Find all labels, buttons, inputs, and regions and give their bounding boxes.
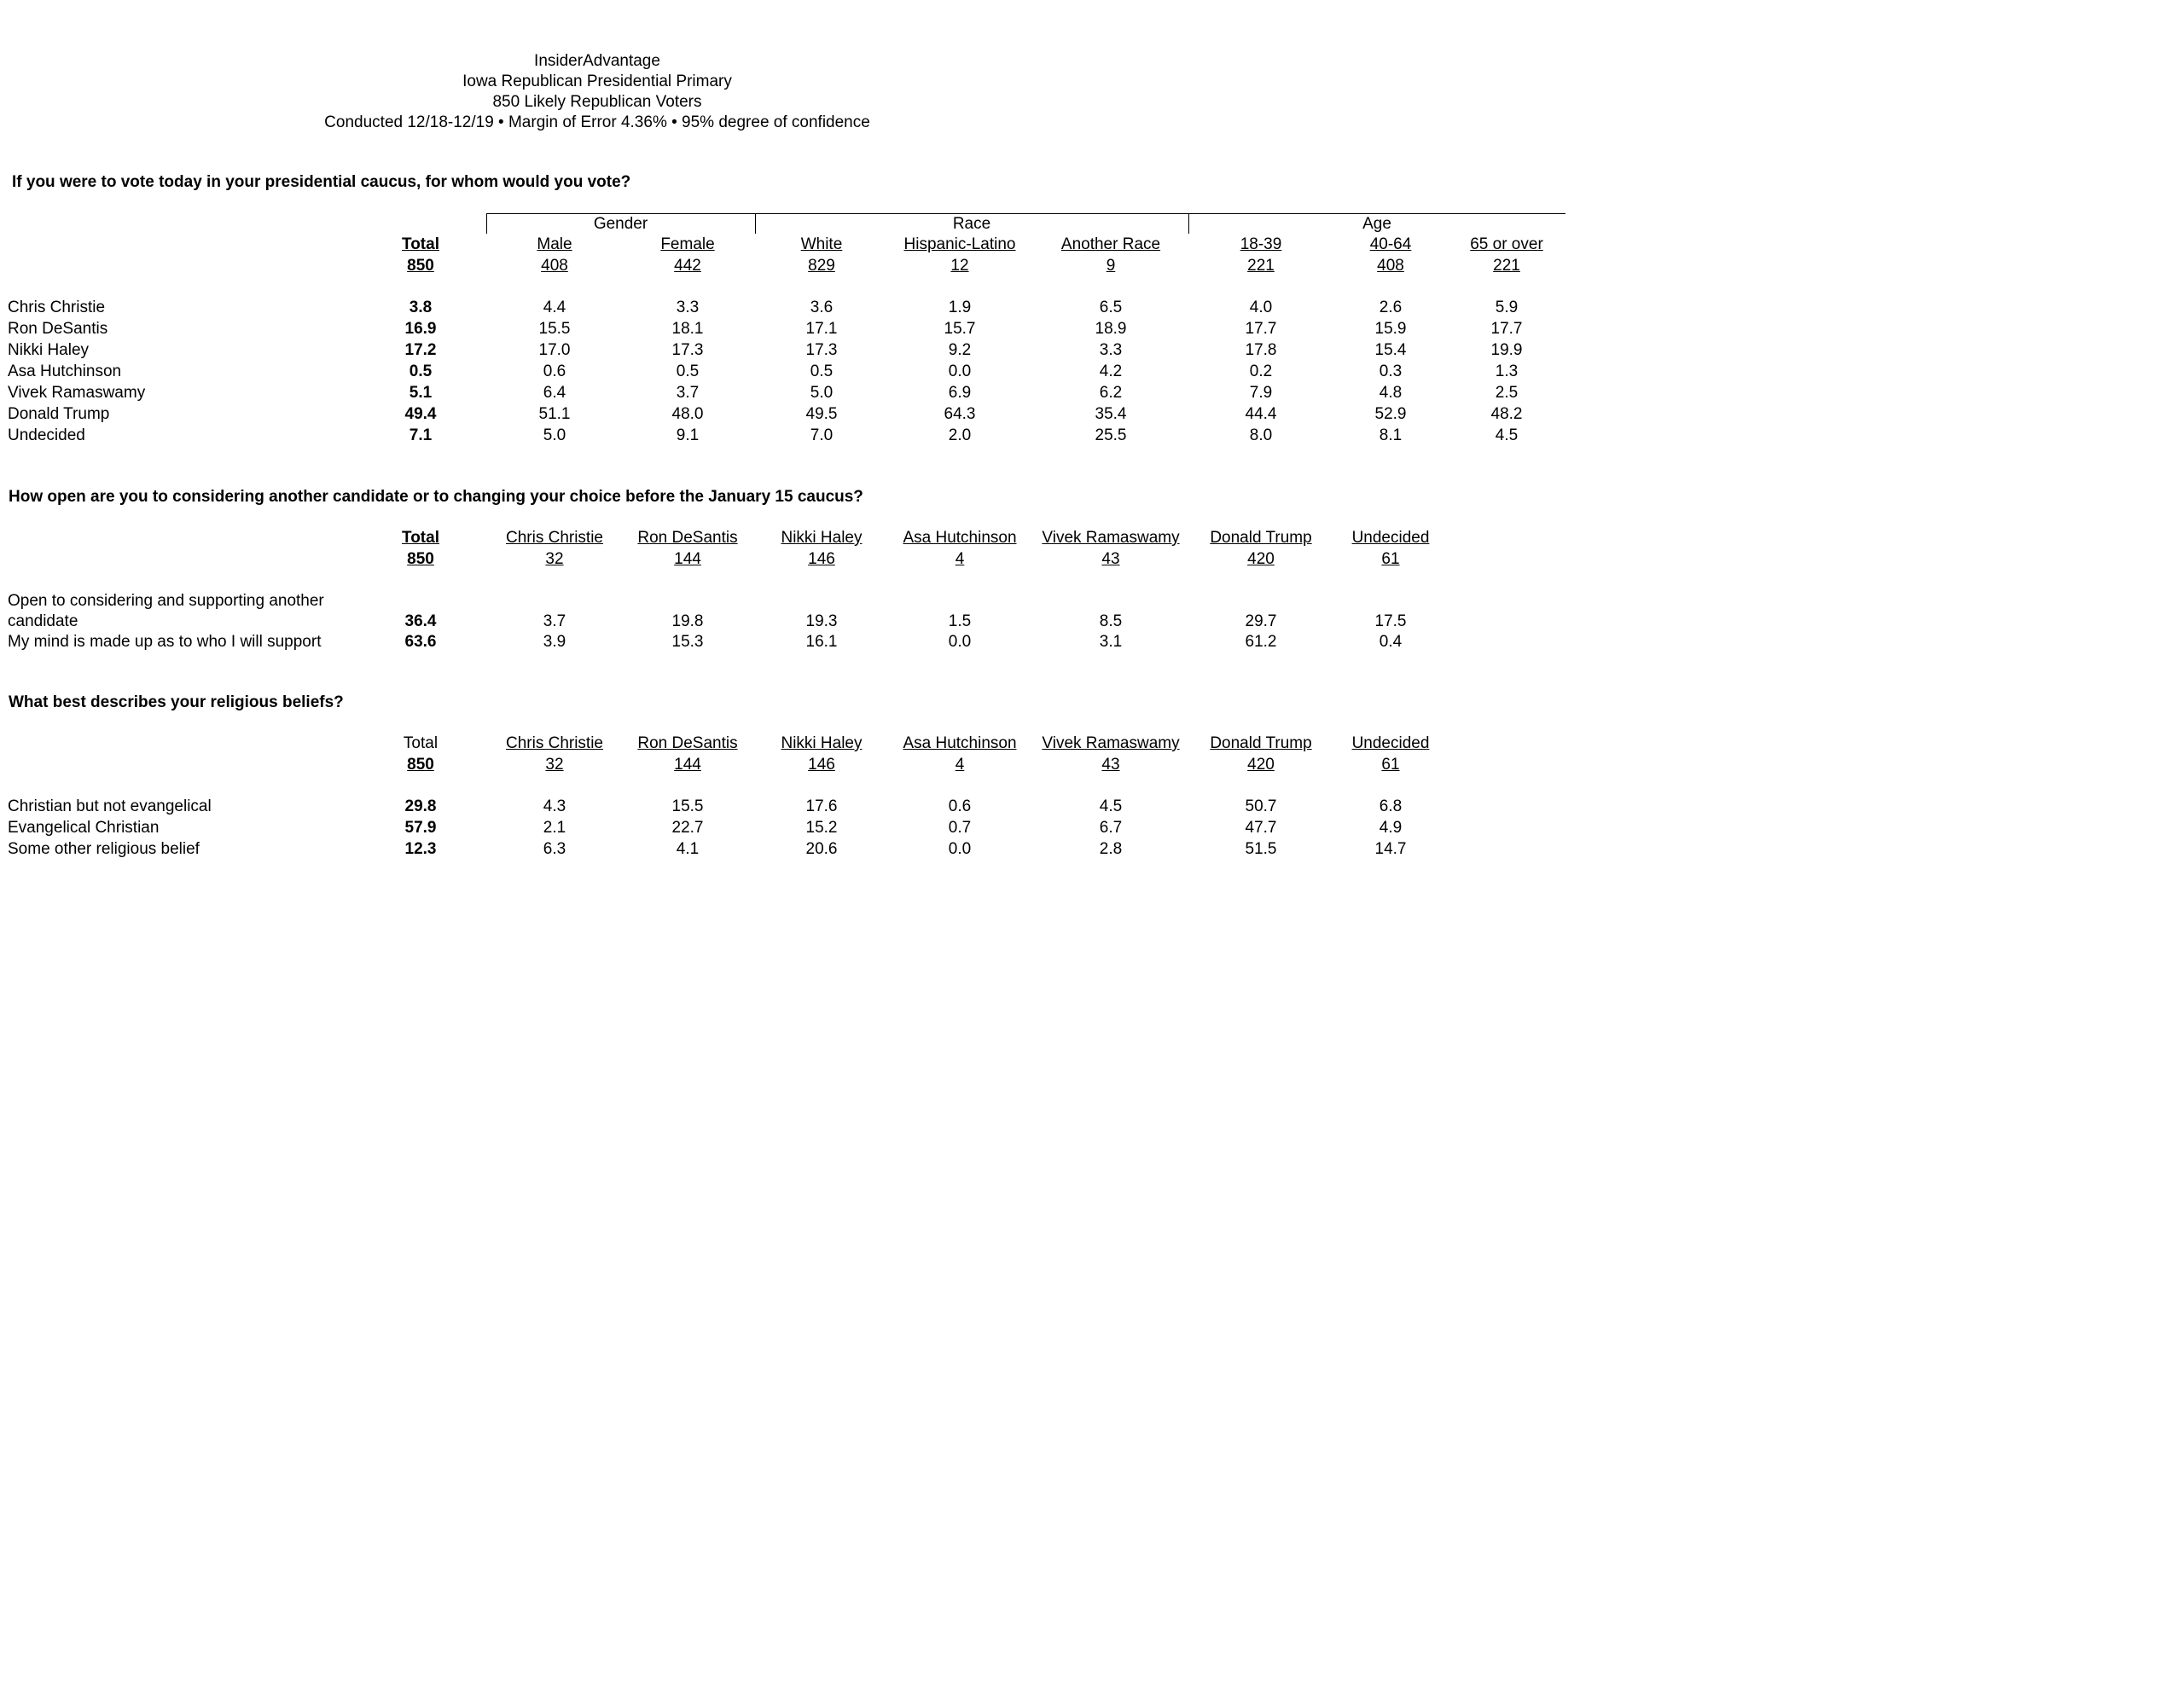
q2-cell: 3.7 xyxy=(543,612,566,630)
q2-column-n: 61 xyxy=(1381,550,1400,568)
q1-cell: 17.7 xyxy=(1245,320,1277,338)
q3-row-label: Evangelical Christian xyxy=(8,819,160,837)
q3-cell: 6.3 xyxy=(543,840,566,858)
q1-cell: 1.3 xyxy=(1495,362,1519,380)
q1-cell: 3.8 xyxy=(409,299,433,316)
q1-column-n: 9 xyxy=(1106,257,1116,275)
q1-cell: 17.1 xyxy=(805,320,838,338)
q2-cell: 0.4 xyxy=(1379,633,1403,651)
q1-cell: 3.3 xyxy=(676,299,700,316)
q1-cell: 7.1 xyxy=(409,426,433,444)
q2-column-header: Chris Christie xyxy=(505,529,604,547)
q2-column-header: Undecided xyxy=(1351,529,1430,547)
q1-cell: 15.7 xyxy=(944,320,976,338)
q1-cell: 9.1 xyxy=(676,426,700,444)
q1-cell: 17.3 xyxy=(671,341,704,359)
q1-column-header: 18-39 xyxy=(1240,235,1282,253)
q3-cell: 17.6 xyxy=(805,797,838,815)
q1-cell: 15.9 xyxy=(1374,320,1407,338)
q1-cell: 7.0 xyxy=(810,426,834,444)
q2-cell: 16.1 xyxy=(805,633,838,651)
q1-question: If you were to vote today in your presidential caucus, for whom would you vote? xyxy=(12,173,631,191)
q2-column-header: Asa Hutchinson xyxy=(903,529,1017,547)
q2-cell: 19.3 xyxy=(805,612,838,630)
q1-column-n: 408 xyxy=(541,257,568,275)
q3-column-header: Asa Hutchinson xyxy=(903,734,1017,752)
q2-column-n: 144 xyxy=(674,550,701,568)
q3-cell: 0.0 xyxy=(948,840,972,858)
q1-column-header: Female xyxy=(660,235,715,253)
q3-question: What best describes your religious beliefs? xyxy=(9,693,344,711)
q1-cell: 51.1 xyxy=(538,405,571,423)
q1-cell: 35.4 xyxy=(1095,405,1127,423)
q1-column-header: Hispanic-Latino xyxy=(903,235,1016,253)
q1-cell: 8.0 xyxy=(1249,426,1273,444)
q3-cell: 51.5 xyxy=(1245,840,1277,858)
q2-question: How open are you to considering another candidate or to changing your choice before the January 15 caucus? xyxy=(9,488,863,506)
q2-column-n: 4 xyxy=(955,550,965,568)
q3-cell: 12.3 xyxy=(404,840,437,858)
q1-column-n: 221 xyxy=(1493,257,1520,275)
q2-row-label: Open to considering and supporting another xyxy=(8,592,324,610)
q2-cell: 63.6 xyxy=(404,633,437,651)
q1-row-label: Donald Trump xyxy=(8,405,110,423)
q1-cell: 6.5 xyxy=(1099,299,1123,316)
q1-cell: 15.5 xyxy=(538,320,571,338)
q1-cell: 19.9 xyxy=(1490,341,1523,359)
q1-row-label: Ron DeSantis xyxy=(8,320,108,338)
q1-column-header: 65 or over xyxy=(1470,235,1543,253)
q3-column-n: 144 xyxy=(674,756,701,774)
q1-cell: 17.3 xyxy=(805,341,838,359)
q1-cell: 1.9 xyxy=(948,299,972,316)
q1-cell: 44.4 xyxy=(1245,405,1277,423)
q3-column-n: 146 xyxy=(808,756,835,774)
survey-title: Iowa Republican Presidential Primary xyxy=(462,72,732,90)
q2-cell: 19.8 xyxy=(671,612,704,630)
q3-cell: 47.7 xyxy=(1245,819,1277,837)
q1-cell: 16.9 xyxy=(404,320,437,338)
q1-cell: 17.8 xyxy=(1245,341,1277,359)
q1-column-header: Total xyxy=(402,235,439,253)
q2-column-n: 43 xyxy=(1101,550,1120,568)
q2-cell: 15.3 xyxy=(671,633,704,651)
q1-cell: 4.0 xyxy=(1249,299,1273,316)
q1-cell: 0.5 xyxy=(676,362,700,380)
q1-row-label: Nikki Haley xyxy=(8,341,90,359)
q1-cell: 5.0 xyxy=(810,384,834,402)
q1-cell: 8.1 xyxy=(1379,426,1403,444)
q1-cell: 5.1 xyxy=(409,384,433,402)
q1-cell: 64.3 xyxy=(944,405,976,423)
q1-column-n: 221 xyxy=(1247,257,1275,275)
q1-column-n: 442 xyxy=(674,257,701,275)
q2-cell: 61.2 xyxy=(1245,633,1277,651)
q1-cell: 48.2 xyxy=(1490,405,1523,423)
q3-cell: 4.5 xyxy=(1099,797,1123,815)
q2-row-label: My mind is made up as to who I will support xyxy=(8,633,322,651)
q1-cell: 0.2 xyxy=(1249,362,1273,380)
q2-cell: 3.9 xyxy=(543,633,566,651)
q1-cell: 3.6 xyxy=(810,299,834,316)
q1-cell: 2.0 xyxy=(948,426,972,444)
q1-cell: 17.7 xyxy=(1490,320,1523,338)
q1-cell: 17.2 xyxy=(404,341,437,359)
q3-column-header: Vivek Ramaswamy xyxy=(1042,734,1180,752)
q1-cell: 7.9 xyxy=(1249,384,1273,402)
q1-row-label: Chris Christie xyxy=(8,299,106,316)
q1-cell: 5.9 xyxy=(1495,299,1519,316)
q2-column-n: 146 xyxy=(808,550,835,568)
q1-cell: 25.5 xyxy=(1095,426,1127,444)
q1-cell: 0.6 xyxy=(543,362,566,380)
q1-cell: 6.9 xyxy=(948,384,972,402)
q1-cell: 0.5 xyxy=(409,362,433,380)
q2-column-header: Ron DeSantis xyxy=(637,529,738,547)
q1-cell: 49.4 xyxy=(404,405,437,423)
q2-column-n: 850 xyxy=(407,550,434,568)
q3-cell: 50.7 xyxy=(1245,797,1277,815)
q2-column-header: Donald Trump xyxy=(1210,529,1312,547)
q1-cell: 18.1 xyxy=(671,320,704,338)
q1-group-gender: Gender xyxy=(593,215,648,233)
q1-row-label: Undecided xyxy=(8,426,85,444)
q3-cell: 22.7 xyxy=(671,819,704,837)
q1-cell: 4.2 xyxy=(1099,362,1123,380)
q1-cell: 0.0 xyxy=(948,362,972,380)
q1-column-n: 408 xyxy=(1377,257,1404,275)
q3-column-n: 4 xyxy=(955,756,965,774)
q1-column-header: 40-64 xyxy=(1369,235,1412,253)
q1-cell: 6.2 xyxy=(1099,384,1123,402)
q2-column-header: Vivek Ramaswamy xyxy=(1042,529,1180,547)
q3-column-header: Donald Trump xyxy=(1210,734,1312,752)
q3-column-n: 43 xyxy=(1101,756,1120,774)
q1-cell: 52.9 xyxy=(1374,405,1407,423)
q1-row-label: Vivek Ramaswamy xyxy=(8,384,146,402)
survey-method: Conducted 12/18-12/19 • Margin of Error 4.36% • 95% degree of confidence xyxy=(324,113,870,131)
q1-cell: 18.9 xyxy=(1095,320,1127,338)
q1-cell: 9.2 xyxy=(948,341,972,359)
q2-cell: 17.5 xyxy=(1374,612,1407,630)
q1-cell: 3.7 xyxy=(676,384,700,402)
q3-cell: 20.6 xyxy=(805,840,838,858)
q2-column-n: 420 xyxy=(1247,550,1275,568)
q3-row-label: Some other religious belief xyxy=(8,840,200,858)
q3-column-n: 420 xyxy=(1247,756,1275,774)
q3-cell: 15.2 xyxy=(805,819,838,837)
q3-column-n: 32 xyxy=(545,756,564,774)
q2-cell: 36.4 xyxy=(404,612,437,630)
q3-column-header: Total xyxy=(403,734,439,752)
q1-cell: 0.5 xyxy=(810,362,834,380)
q1-group-age: Age xyxy=(1362,215,1391,233)
q1-cell: 15.4 xyxy=(1374,341,1407,359)
q1-cell: 49.5 xyxy=(805,405,838,423)
q1-column-header: Male xyxy=(537,235,572,253)
q3-cell: 14.7 xyxy=(1374,840,1407,858)
q3-cell: 57.9 xyxy=(404,819,437,837)
survey-sample: 850 Likely Republican Voters xyxy=(492,93,702,111)
q1-cell: 2.5 xyxy=(1495,384,1519,402)
q1-column-n: 850 xyxy=(407,257,434,275)
q1-column-n: 12 xyxy=(950,257,969,275)
q3-column-header: Ron DeSantis xyxy=(637,734,738,752)
q1-cell: 2.6 xyxy=(1379,299,1403,316)
q3-column-n: 61 xyxy=(1381,756,1400,774)
q1-cell: 4.5 xyxy=(1495,426,1519,444)
q1-cell: 6.4 xyxy=(543,384,566,402)
q2-row-label-cont: candidate xyxy=(8,612,78,630)
q3-cell: 4.1 xyxy=(676,840,700,858)
q2-cell: 0.0 xyxy=(948,633,972,651)
q2-cell: 3.1 xyxy=(1099,633,1123,651)
q1-cell: 48.0 xyxy=(671,405,704,423)
q1-cell: 4.4 xyxy=(543,299,566,316)
q1-group-race: Race xyxy=(952,215,991,233)
q1-column-header: White xyxy=(800,235,843,253)
q3-cell: 29.8 xyxy=(404,797,437,815)
q3-cell: 0.7 xyxy=(948,819,972,837)
q2-cell: 1.5 xyxy=(948,612,972,630)
q1-cell: 3.3 xyxy=(1099,341,1123,359)
q1-row-label: Asa Hutchinson xyxy=(8,362,122,380)
q2-column-n: 32 xyxy=(545,550,564,568)
q2-column-header: Nikki Haley xyxy=(781,529,863,547)
q1-cell: 5.0 xyxy=(543,426,566,444)
q3-row-label: Christian but not evangelical xyxy=(8,797,212,815)
q2-column-header: Total xyxy=(402,529,439,547)
survey-source: InsiderAdvantage xyxy=(534,52,660,70)
q3-column-header: Nikki Haley xyxy=(781,734,863,752)
q2-cell: 8.5 xyxy=(1099,612,1123,630)
q1-cell: 4.8 xyxy=(1379,384,1403,402)
q3-cell: 6.7 xyxy=(1099,819,1123,837)
q3-column-header: Chris Christie xyxy=(505,734,604,752)
q3-cell: 15.5 xyxy=(671,797,704,815)
q3-cell: 6.8 xyxy=(1379,797,1403,815)
q1-cell: 17.0 xyxy=(538,341,571,359)
q2-cell: 29.7 xyxy=(1245,612,1277,630)
q3-cell: 4.9 xyxy=(1379,819,1403,837)
q1-column-n: 829 xyxy=(808,257,835,275)
q1-cell: 0.3 xyxy=(1379,362,1403,380)
q3-cell: 0.6 xyxy=(948,797,972,815)
q3-cell: 4.3 xyxy=(543,797,566,815)
q1-column-header: Another Race xyxy=(1060,235,1161,253)
q3-cell: 2.1 xyxy=(543,819,566,837)
q3-column-n: 850 xyxy=(407,756,434,774)
q3-cell: 2.8 xyxy=(1099,840,1123,858)
q3-column-header: Undecided xyxy=(1351,734,1430,752)
